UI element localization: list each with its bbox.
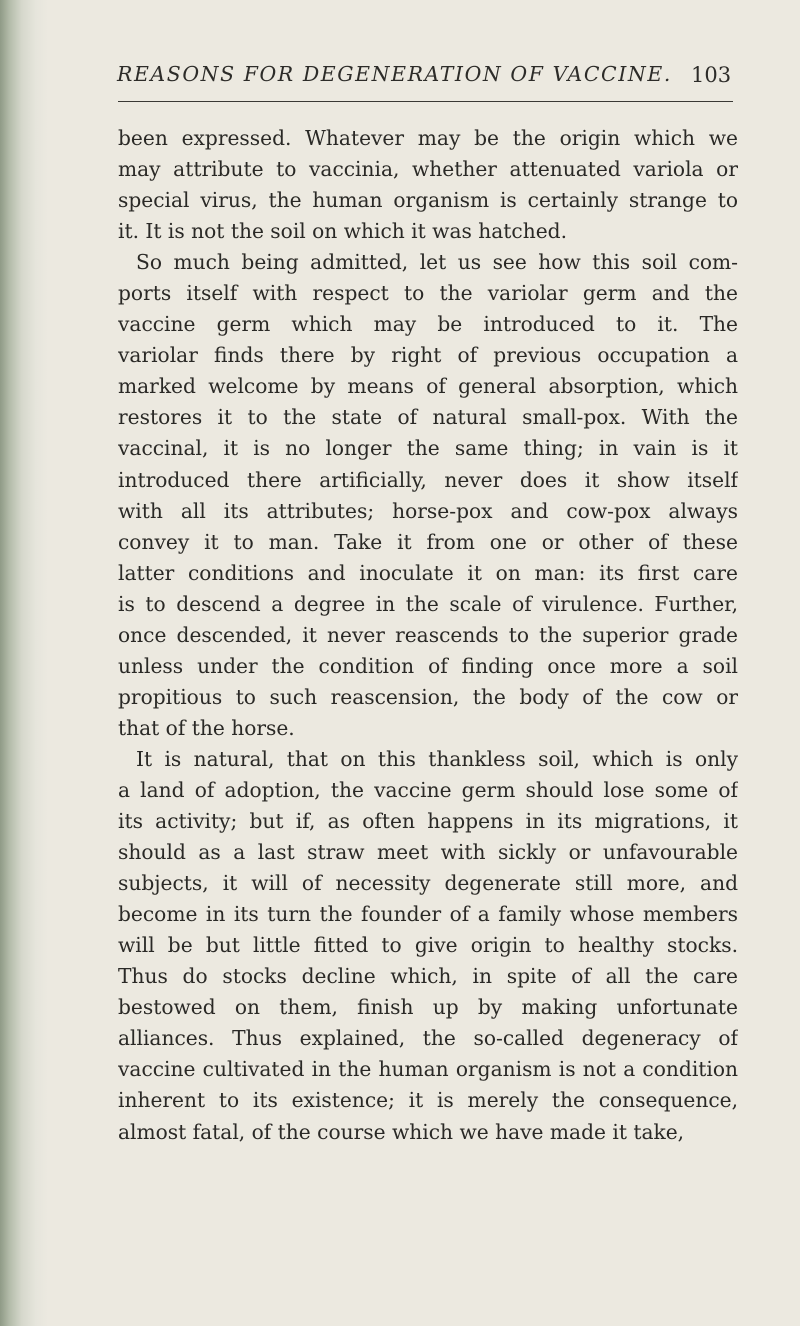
- text-line: unless under the condition of finding once more a soil: [118, 653, 738, 678]
- text-line: alliances. Thus explained, the so-called degeneracy of: [118, 1026, 738, 1051]
- text-line: a land of adoption, the vaccine germ should lose some of: [118, 777, 738, 802]
- text-line: that of the horse.: [118, 715, 295, 740]
- text-line: bestowed on them, finish up by making unfortunate: [118, 995, 738, 1020]
- text-line: It is natural, that on this thankless soil, which is only: [136, 746, 738, 771]
- text-line: Thus do stocks decline which, in spite of all the care: [118, 964, 738, 989]
- text-line: it. It is not the soil on which it was hatched.: [118, 219, 568, 244]
- body-text: [118, 123, 738, 1148]
- text-line: ports itself with respect to the variolar germ and the: [118, 281, 738, 306]
- text-line: vaccine cultivated in the human organism is not a condition: [118, 1057, 738, 1082]
- text-line: inherent to its existence; it is merely the consequence,: [118, 1088, 738, 1113]
- text-line: marked welcome by means of general absorption, which: [118, 374, 738, 399]
- text-line: its activity; but if, as often happens in its migrations, it: [118, 809, 738, 834]
- text-line: propitious to such reascension, the body of the cow or: [118, 684, 738, 709]
- text-line: may attribute to vaccinia, whether attenuated variola or: [118, 157, 738, 182]
- text-line: restores it to the state of natural small-pox. With the: [118, 405, 738, 430]
- text-line: vaccinal, it is no longer the same thing; in vain is it: [118, 436, 738, 461]
- text-line: vaccine germ which may be introduced to it. The: [118, 312, 738, 337]
- text-line: been expressed. Whatever may be the origin which we: [118, 126, 738, 150]
- text-line: latter conditions and inoculate it on man: its first care: [118, 560, 738, 585]
- text-line: is to descend a degree in the scale of virulence. Further,: [118, 591, 738, 616]
- text-line: variolar finds there by right of previous occupation a: [118, 343, 738, 368]
- text-line: So much being admitted, let us see how this soil com-: [136, 250, 738, 275]
- text-line: will be but little fitted to give origin to healthy stocks.: [118, 933, 738, 958]
- text-line: should as a last straw meet with sickly or unfavourable: [118, 840, 738, 865]
- page-header: [117, 62, 737, 98]
- text-line: special virus, the human organism is certainly strange to: [118, 188, 738, 213]
- page-number: 103: [691, 63, 732, 87]
- running-head: REASONS FOR DEGENERATION OF VACCINE.: [117, 62, 672, 86]
- text-line: convey it to man. Take it from one or other of these: [118, 529, 738, 554]
- text-line: introduced there artificially, never does it show itself: [118, 467, 738, 492]
- text-line: almost fatal, of the course which we have made it take,: [118, 1119, 685, 1144]
- page-gutter-shadow: [0, 0, 48, 1326]
- header-rule: [118, 101, 733, 102]
- text-line: become in its turn the founder of a family whose members: [118, 902, 738, 927]
- text-line: once descended, it never reascends to the superior grade: [118, 622, 738, 647]
- text-line: with all its attributes; horse-pox and cow-pox always: [118, 498, 738, 523]
- text-line: subjects, it will of necessity degenerate still more, and: [118, 871, 738, 896]
